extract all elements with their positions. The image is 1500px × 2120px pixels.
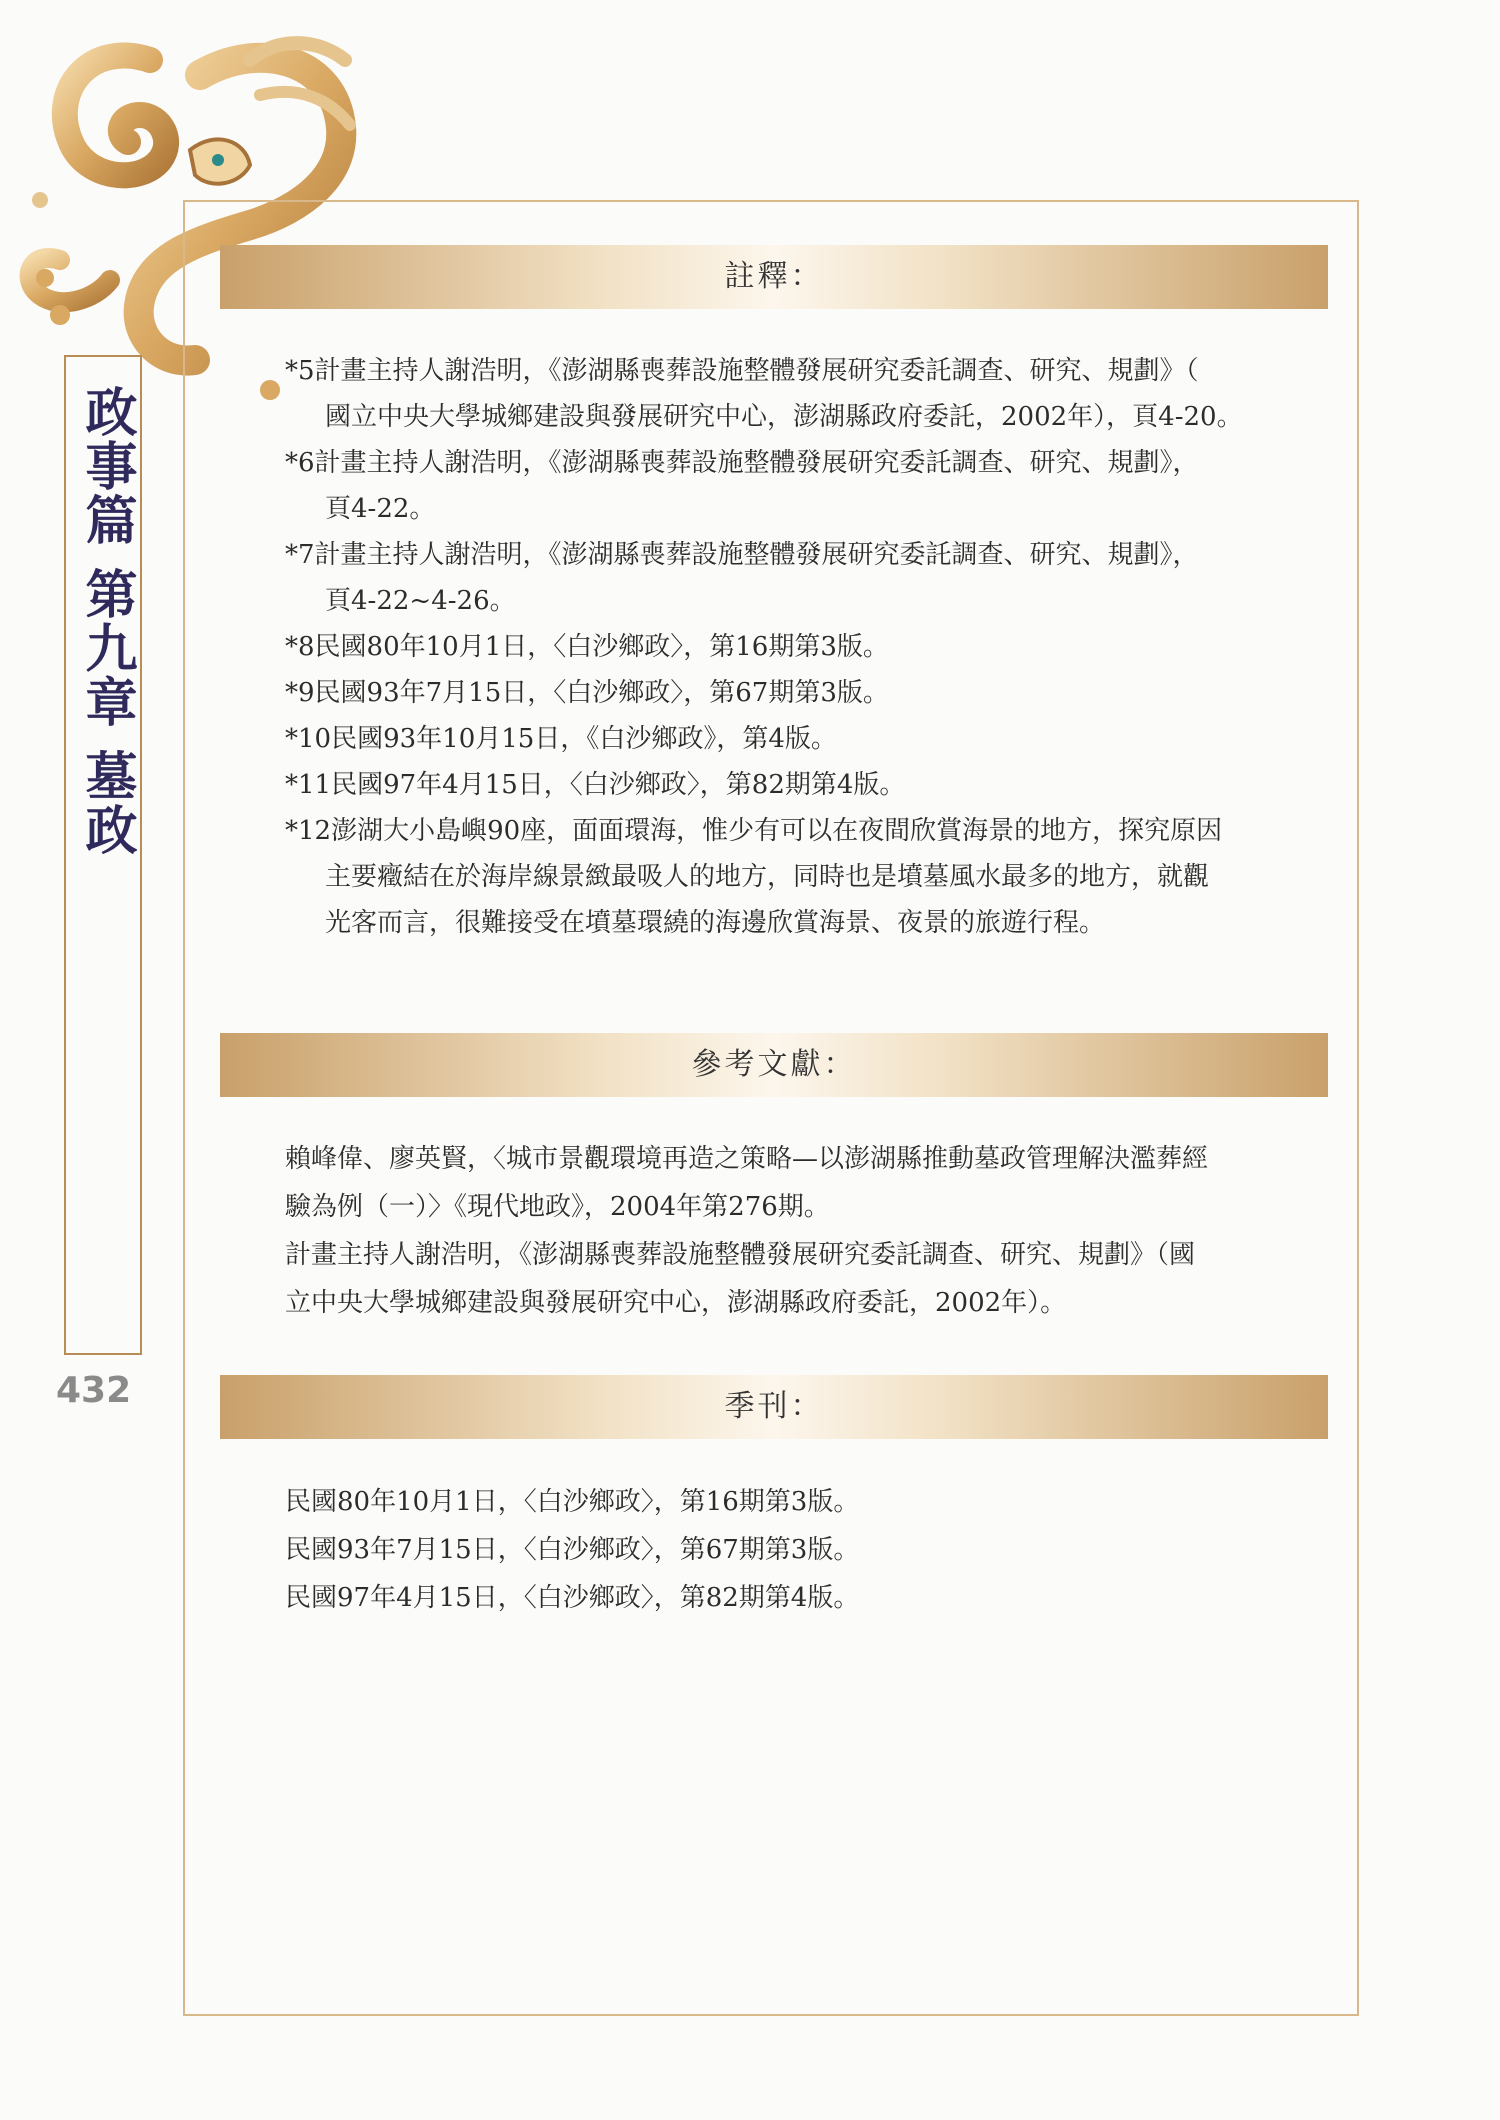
note-line: 頁4-22~4-26。 xyxy=(325,586,516,616)
references-list xyxy=(285,1135,1325,1327)
journal-list xyxy=(285,1478,1325,1622)
note-line: 國立中央大學城鄉建設與發展研究中心，澎湖縣政府委託，2002年），頁4-20。 xyxy=(325,402,1243,432)
reference-item xyxy=(285,1231,1325,1327)
reference-line: 立中央大學城鄉建設與發展研究中心，澎湖縣政府委託，2002年）。 xyxy=(285,1288,1067,1318)
note-item xyxy=(285,532,1325,624)
note-line: *7計畫主持人謝浩明，《澎湖縣喪葬設施整體發展研究委託調查、研究、規劃》， xyxy=(285,540,1199,570)
journal-item: 民國93年7月15日，〈白沙鄉政〉，第67期第3版。 xyxy=(285,1535,860,1565)
note-line: 頁4-22。 xyxy=(325,494,436,524)
notes-title: 註釋： xyxy=(724,259,824,294)
reference-line: 計畫主持人謝浩明，《澎湖縣喪葬設施整體發展研究委託調查、研究、規劃》（國 xyxy=(285,1240,1196,1270)
journal-title: 季刊： xyxy=(724,1389,824,1424)
reference-line: 驗為例（一）〉《現代地政》，2004年第276期。 xyxy=(285,1192,830,1222)
journal-header-bar xyxy=(220,1375,1328,1439)
note-line: *6計畫主持人謝浩明，《澎湖縣喪葬設施整體發展研究委託調查、研究、規劃》， xyxy=(285,448,1199,478)
notes-header-bar xyxy=(220,245,1328,309)
reference-line: 賴峰偉、廖英賢，〈城市景觀環境再造之策略—以澎湖縣推動墓政管理解決濫葬經 xyxy=(285,1144,1209,1174)
note-line: 光客而言，很難接受在墳墓環繞的海邊欣賞海景、夜景的旅遊行程。 xyxy=(325,908,1106,938)
page-number: 432 xyxy=(56,1370,132,1411)
note-item xyxy=(285,762,1325,808)
note-item xyxy=(285,716,1325,762)
note-line: *10民國93年10月15日，《白沙鄉政》，第4版。 xyxy=(285,724,837,754)
references-header-bar xyxy=(220,1033,1328,1097)
chapter-title: 政事篇 第九章 墓政 xyxy=(76,385,137,858)
note-line: *12澎湖大小島嶼90座，面面環海，惟少有可以在夜間欣賞海景的地方，探究原因 xyxy=(285,816,1223,846)
note-item xyxy=(285,348,1325,440)
note-item xyxy=(285,440,1325,532)
journal-item: 民國80年10月1日，〈白沙鄉政〉，第16期第3版。 xyxy=(285,1487,860,1517)
note-item xyxy=(285,808,1325,946)
note-item xyxy=(285,670,1325,716)
notes-list xyxy=(285,348,1325,946)
note-line: *5計畫主持人謝浩明，《澎湖縣喪葬設施整體發展研究委託調查、研究、規劃》（ xyxy=(285,356,1199,386)
journal-item: 民國97年4月15日，〈白沙鄉政〉，第82期第4版。 xyxy=(285,1583,860,1613)
note-line: 主要癥結在於海岸線景緻最吸人的地方，同時也是墳墓風水最多的地方，就觀 xyxy=(325,862,1210,892)
note-line: *9民國93年7月15日，〈白沙鄉政〉，第67期第3版。 xyxy=(285,678,889,708)
note-item xyxy=(285,624,1325,670)
note-line: *8民國80年10月1日，〈白沙鄉政〉，第16期第3版。 xyxy=(285,632,889,662)
references-title: 參考文獻： xyxy=(691,1047,857,1082)
reference-item xyxy=(285,1135,1325,1231)
note-line: *11民國97年4月15日，〈白沙鄉政〉，第82期第4版。 xyxy=(285,770,906,800)
